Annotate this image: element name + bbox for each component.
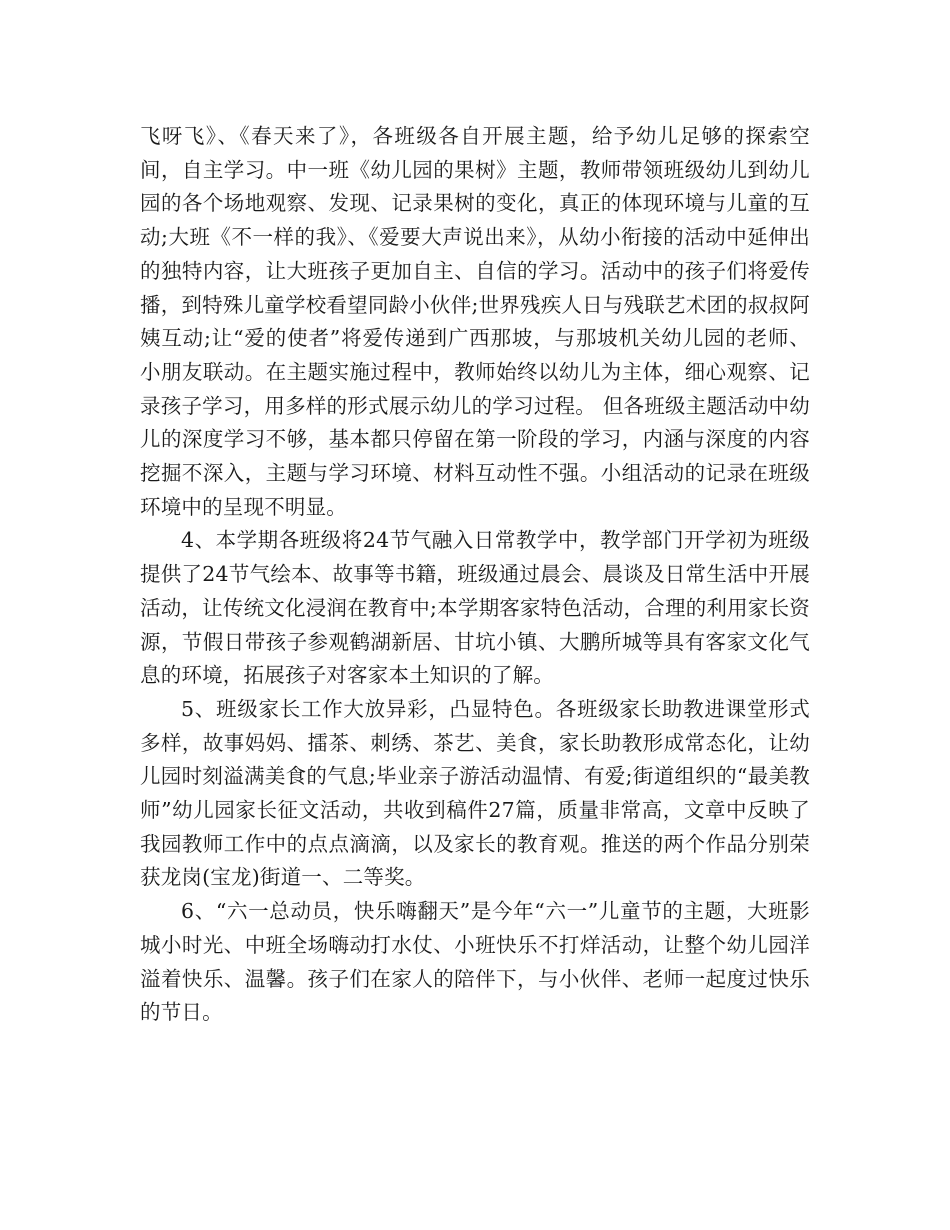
paragraph-item-5-parent-work: 5、班级家长工作大放异彩，凸显特色。各班级家长助教进课堂形式多样，故事妈妈、擂茶、刺绣、茶艺、美食，家长助教形成常态化，让幼儿园时刻溢满美食的气息;毕业亲子游活动温情、有爱;街道组织的“最美教师”幼儿园家长征文活动，共收到稿件27篇，质量非常高，文章中反映了我园教师工作中的点点滴滴，以及家长的教育观。推送的两个作品分别荣获龙岗(宝龙)街道一、二等奖。: [140, 696, 810, 890]
paragraph-item-6-childrens-day: 6、“六一总动员，快乐嗨翻天”是今年“六一”儿童节的主题，大班影城小时光、中班全场嗨动打水仗、小班快乐不打烊活动，让整个幼儿园洋溢着快乐、温馨。孩子们在家人的陪伴下，与小伙伴、老师一起度过快乐的节日。: [140, 899, 810, 1025]
document-body: [140, 120, 810, 1030]
paragraph-item-4-solar-terms: 4、本学期各班级将24节气融入日常教学中，教学部门开学初为班级提供了24节气绘本、故事等书籍，班级通过晨会、晨谈及日常生活中开展活动，让传统文化浸润在教育中;本学期客家特色活动，合理的利用家长资源，节假日带孩子参观鹤湖新居、甘坑小镇、大鹏所城等具有客家文化气息的环境，拓展孩子对客家本土知识的了解。: [140, 528, 810, 688]
paragraph-continued-themes: 飞呀飞》、《春天来了》，各班级各自开展主题，给予幼儿足够的探索空间，自主学习。中一班《幼儿园的果树》主题，教师带领班级幼儿到幼儿园的各个场地观察、发现、记录果树的变化，真正的体现环境与儿童的互动;大班《不一样的我》、《爱要大声说出来》，从幼小衔接的活动中延伸出的独特内容，让大班孩子更加自主、自信的学习。活动中的孩子们将爱传播，到特殊儿童学校看望同龄小伙伴;世界残疾人日与残联艺术团的叔叔阿姨互动;让“爱的使者”将爱传递到广西那坡，与那坡机关幼儿园的老师、小朋友联动。在主题实施过程中，教师始终以幼儿为主体，细心观察、记录孩子学习，用多样的形式展示幼儿的学习过程。 但各班级主题活动中幼儿的深度学习不够，基本都只停留在第一阶段的学习，内涵与深度的内容挖掘不深入，主题与学习环境、材料互动性不强。小组活动的记录在班级环境中的呈现不明显。: [140, 124, 810, 519]
